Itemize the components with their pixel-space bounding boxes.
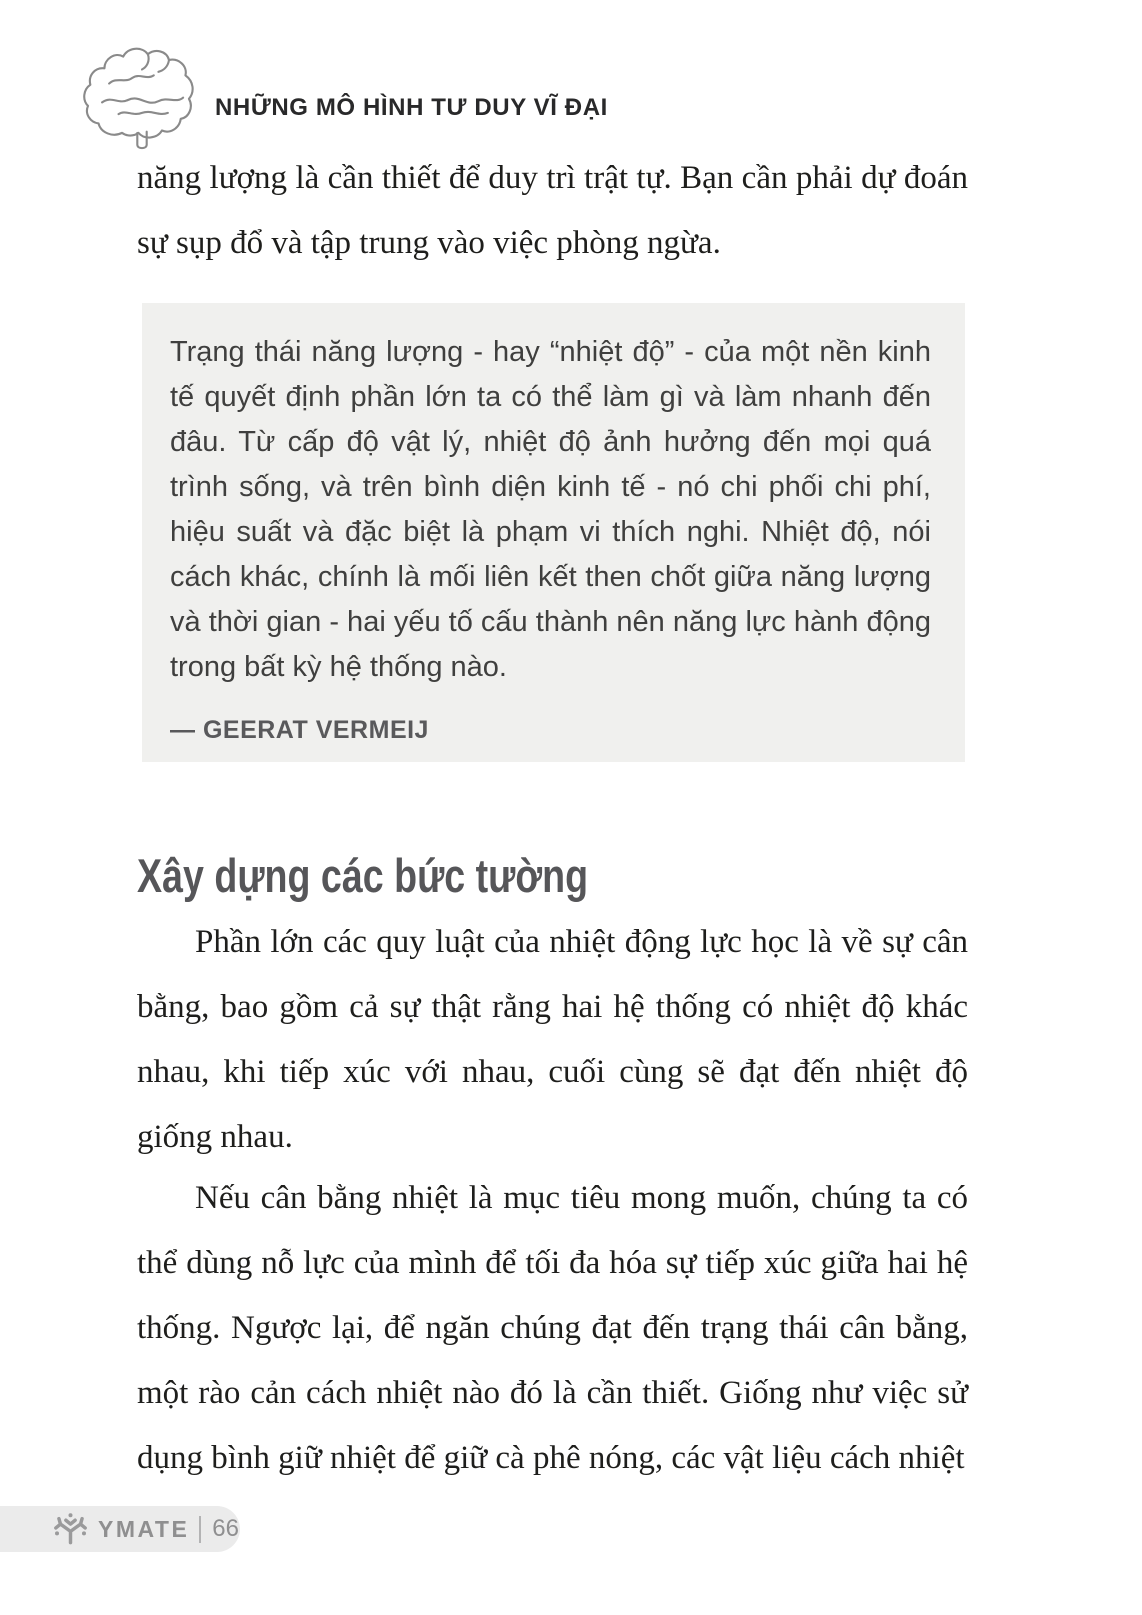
quote-box [142, 303, 965, 762]
brain-icon [82, 46, 202, 154]
ymate-logo-icon [52, 1511, 89, 1548]
section-heading: Xây dựng các bức tường [137, 849, 589, 902]
quote-text: Trạng thái năng lượng - hay “nhiệt độ” - của một nền kinh tế quyết định phần lớn ta có thể làm gì và làm nhanh đến đâu. Từ cấp độ vật lý, nhiệt độ ảnh hưởng đến mọi quá trình sống, và trên bình diện kinh tế - nó chi phối chi phí, hiệu suất và đặc biệt là phạm vi thích nghi. Nhiệt độ, nói cách khác, chính là mối liên kết then chốt giữa năng lượng và thời gian - hai yếu tố cấu thành nên năng lực hành động trong bất kỳ hệ thống nào. [170, 336, 931, 683]
footer-divider [199, 1516, 201, 1543]
page-number: 66 [212, 1515, 239, 1542]
brand-name: YMATE [98, 1515, 190, 1542]
paragraph-continuation: năng lượng là cần thiết để duy trì trật tự. Bạn cần phải dự đoán sự sụp đổ và tập trung vào việc phòng ngừa. [137, 160, 968, 261]
paragraph-insulation: Nếu cân bằng nhiệt là mục tiêu mong muốn, chúng ta có thể dùng nỗ lực của mình để tối đa hóa sự tiếp xúc giữa hai hệ thống. Ngược lại, để ngăn chúng đạt đến trạng thái cân bằng, một rào cản cách nhiệt nào đó là cần thiết. Giống như việc sử dụng bình giữ nhiệt để giữ cà phê nóng, các vật liệu cách nhiệt [137, 1180, 968, 1476]
paragraph-thermodynamics: Phần lớn các quy luật của nhiệt động lực học là về sự cân bằng, bao gồm cả sự thật rằng hai hệ thống có nhiệt độ khác nhau, khi tiếp xúc với nhau, cuối cùng sẽ đạt đến nhiệt độ giống nhau. [137, 924, 968, 1155]
book-title: NHỮNG MÔ HÌNH TƯ DUY VĨ ĐẠI [215, 94, 608, 121]
footer-badge [0, 1506, 240, 1552]
quote-attribution: — GEERAT VERMEIJ [170, 716, 429, 744]
